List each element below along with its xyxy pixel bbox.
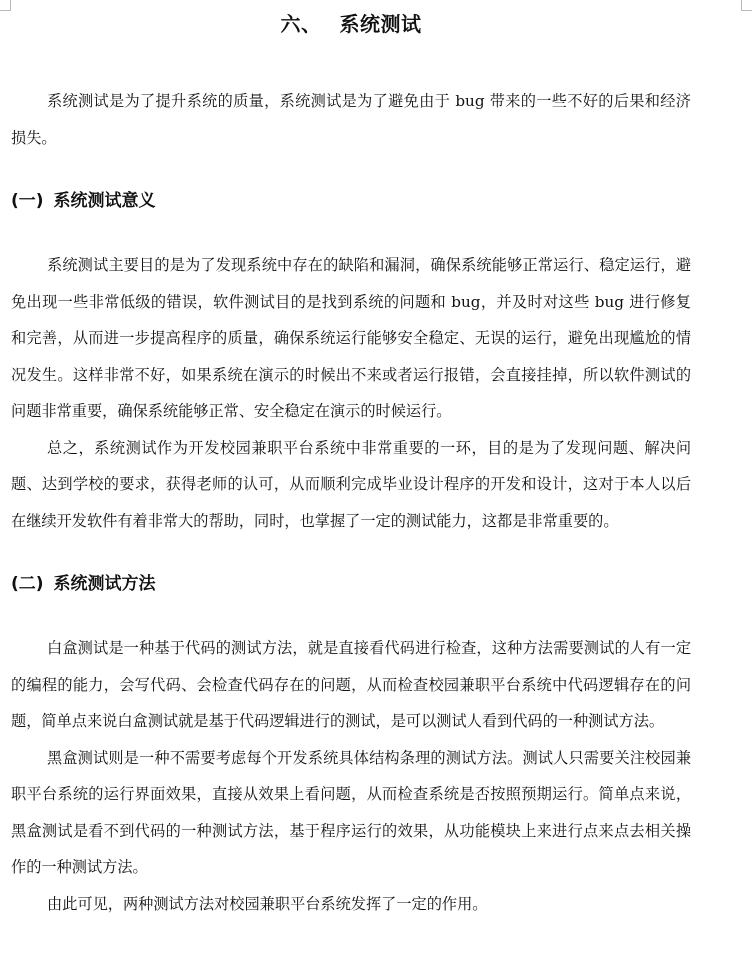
section-heading-significance <box>11 186 691 216</box>
methods-paragraph-blackbox: 黑盒测试则是一种不需要考虑每个开发系统具体结构条理的测试方法。测试人只需要关注校园兼职平台系统的运行界面效果，直接从效果上看问题，从而检查系统是否按照预期运行。简单点来说，黑盒测试是看不到代码的一种测试方法，基于程序运行的效果，从功能模块上来进行点来点去相关操作的一种测试方法。 <box>11 748 691 876</box>
section-number: (一) <box>11 191 44 211</box>
section-title: 系统测试方法 <box>53 574 156 594</box>
section-number: (二) <box>11 574 44 594</box>
significance-paragraph-2: 总之，系统测试作为开发校园兼职平台系统中非常重要的一环，目的是为了发现问题、解决问题、达到学校的要求，获得老师的认可，从而顺利完成毕业设计程序的开发和设计，这对于本人以后在继续开发软件有着非常大的帮助，同时，也掌握了一定的测试能力，这都是非常重要的。 <box>11 438 691 530</box>
intro-paragraph: 系统测试是为了提升系统的质量，系统测试是为了避免由于 bug 带来的一些不好的后果和经济损失。 <box>11 92 691 147</box>
chapter-heading <box>11 10 691 38</box>
significance-paragraph-1: 系统测试主要目的是为了发现系统中存在的缺陷和漏洞，确保系统能够正常运行、稳定运行，避免出现一些非常低级的错误，软件测试目的是找到系统的问题和 bug，并及时对这些 bug 进行修复和完善，从而进一步提高程序的质量，确保系统运行能够安全稳定、无误的运行，避免出现尴尬的情况发生。这样非常不好，如果系统在演示的时候出不来或者运行报错，会直接挂掉，所以软件测试的问题非常重要，确保系统能够正常、安全稳定在演示的时候运行。 <box>11 256 691 420</box>
section-heading-methods <box>11 569 691 599</box>
document-page <box>11 0 691 922</box>
page-corner-mark-left <box>0 0 11 11</box>
chapter-number: 六、 <box>280 12 322 36</box>
chapter-title: 系统测试 <box>339 12 422 36</box>
methods-paragraph-conclusion: 由此可见，两种测试方法对校园兼职平台系统发挥了一定的作用。 <box>47 894 488 913</box>
page-corner-mark-right <box>741 0 752 11</box>
section-title: 系统测试意义 <box>53 191 156 211</box>
methods-paragraph-whitebox: 白盒测试是一种基于代码的测试方法，就是直接看代码进行检查，这种方法需要测试的人有一定的编程的能力，会写代码、会检查代码存在的问题，从而检查校园兼职平台系统中代码逻辑存在的问题，简单点来说白盒测试就是基于代码逻辑进行的测试，是可以测试人看到代码的一种测试方法。 <box>11 639 691 730</box>
